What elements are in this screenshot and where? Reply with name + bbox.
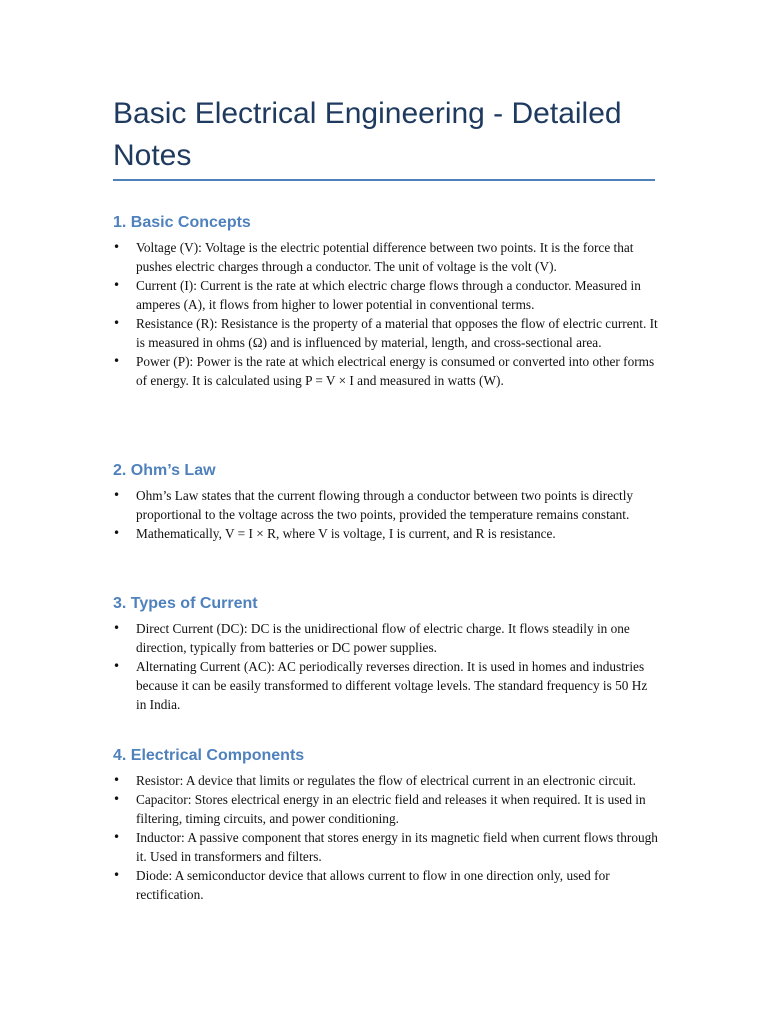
list-item [113, 524, 658, 543]
bullet-icon: • [113, 792, 121, 806]
section-heading: 3. Types of Current [113, 595, 258, 612]
document-title: Basic Electrical Engineering - Detailed Notes [113, 97, 622, 172]
bullet-list [113, 619, 658, 714]
list-item-text: Power (P): Power is the rate at which electrical energy is consumed or converted into other forms of energy. It is calculated using P = V × I and measured in watts (W). [136, 354, 655, 388]
list-item-text: Capacitor: Stores electrical energy in an electric field and releases it when required. It is used in filtering, timing circuits, and power conditioning. [136, 792, 646, 826]
list-item-text: Diode: A semiconductor device that allows current to flow in one direction only, used for rectification. [136, 868, 610, 902]
bullet-icon: • [113, 278, 121, 292]
bullet-icon: • [113, 354, 121, 368]
list-item [113, 619, 658, 657]
list-item-text: Alternating Current (AC): AC periodically reverses direction. It is used in homes and industries because it can be easily transformed to different voltage levels. The standard frequency is 50 Hz in India. [136, 659, 648, 712]
section-basic-concepts [113, 212, 658, 390]
section-types-of-current [113, 593, 658, 714]
section-heading: 4. Electrical Components [113, 747, 305, 764]
bullet-icon: • [113, 659, 121, 673]
list-item-text: Resistance (R): Resistance is the property of a material that opposes the flow of electric current. It is measured in ohms (Ω) and is influenced by material, length, and cross-sectional area. [136, 316, 658, 350]
bullet-icon: • [113, 868, 121, 882]
bullet-icon: • [113, 240, 121, 254]
bullet-icon: • [113, 526, 121, 540]
list-item [113, 276, 658, 314]
list-item [113, 790, 658, 828]
list-item-text: Inductor: A passive component that stores energy in its magnetic field when current flows through it. Used in transformers and filters. [136, 830, 658, 864]
bullet-list [113, 771, 658, 904]
section-heading: 1. Basic Concepts [113, 214, 251, 231]
bullet-list [113, 486, 658, 543]
section-electrical-components [113, 745, 658, 904]
bullet-icon: • [113, 621, 121, 635]
section-ohms-law [113, 460, 658, 543]
list-item [113, 866, 658, 904]
list-item [113, 657, 658, 714]
list-item [113, 352, 658, 390]
list-item-text: Ohm’s Law states that the current flowing through a conductor between two points is directly proportional to the voltage across the two points, provided the temperature remains constant. [136, 488, 634, 522]
bullet-icon: • [113, 488, 121, 502]
list-item-text: Current (I): Current is the rate at which electric charge flows through a conductor. Measured in amperes (A), it flows from higher to lower potential in conventional terms. [136, 278, 641, 312]
list-item [113, 486, 658, 524]
list-item-text: Mathematically, V = I × R, where V is voltage, I is current, and R is resistance. [136, 526, 556, 541]
list-item [113, 238, 658, 276]
bullet-list [113, 238, 658, 390]
list-item [113, 771, 658, 790]
list-item-text: Voltage (V): Voltage is the electric potential difference between two points. It is the force that pushes electric charges through a conductor. The unit of voltage is the volt (V). [136, 240, 634, 274]
bullet-icon: • [113, 316, 121, 330]
bullet-icon: • [113, 773, 121, 787]
list-item [113, 314, 658, 352]
bullet-icon: • [113, 830, 121, 844]
list-item [113, 828, 658, 866]
title-underline [113, 179, 655, 181]
list-item-text: Direct Current (DC): DC is the unidirectional flow of electric charge. It flows steadily in one direction, typically from batteries or DC power supplies. [136, 621, 630, 655]
section-heading: 2. Ohm’s Law [113, 462, 216, 479]
list-item-text: Resistor: A device that limits or regulates the flow of electrical current in an electronic circuit. [136, 773, 636, 788]
